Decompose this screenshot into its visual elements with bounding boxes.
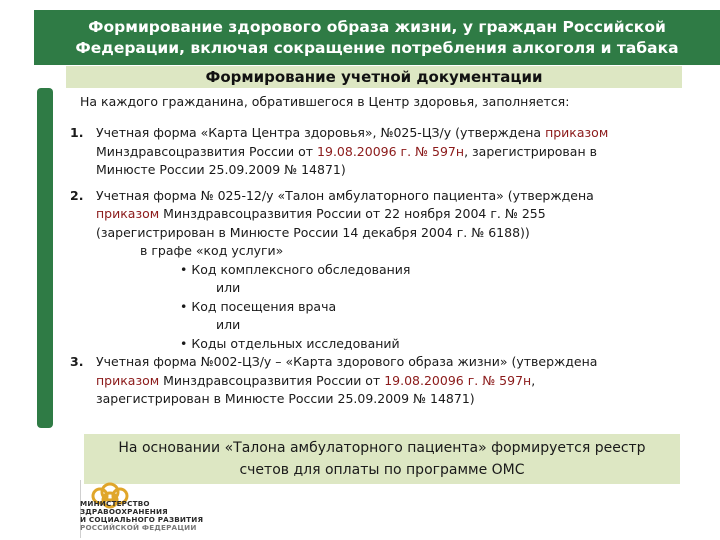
logo-line-4: РОССИЙСКОЙ ФЕДЕРАЦИИ — [80, 523, 197, 532]
item-1-text-a: Учетная форма «Карта Центра здоровья», №025-ЦЗ/у (утверждена — [96, 125, 546, 140]
list-item-text — [96, 353, 690, 409]
item-1-text-e: , зарегистрирован в — [464, 143, 597, 159]
list-number: 1. — [70, 125, 84, 140]
or-separator: или — [216, 280, 241, 295]
item-3-text-a: Учетная форма №002-ЦЗ/у – «Карта здорового образа жизни» (утверждена — [96, 354, 598, 369]
or-separator: или — [216, 317, 241, 332]
ministry-logo-text — [80, 500, 203, 532]
item-2-text-c: Минздравсоцразвития России от 22 ноября 2004 г. № 255 — [159, 206, 546, 221]
service-code-label: в графе «код услуги» — [140, 243, 284, 258]
bullet-doctor-visit: • Код посещения врача — [180, 298, 337, 314]
item-3-order-date: 19.08.20096 г. № 597н — [384, 372, 532, 388]
item-3-text-e: , — [531, 372, 536, 388]
item-1-text-f: Минюсте России 25.09.2009 № 14871) — [96, 162, 346, 177]
list-item-text — [96, 124, 690, 180]
item-1-order-word: приказом — [545, 125, 609, 140]
bullet-separate-studies: • Коды отдельных исследований — [180, 335, 400, 351]
conclusion-line-1: На основании «Талона амбулаторного пациента» формируется реестр — [118, 440, 646, 456]
list-number: 2. — [70, 187, 84, 203]
section-subtitle: Формирование учетной документации — [66, 66, 682, 88]
list-number: 3. — [70, 354, 84, 369]
logo-line-2: ЗДРАВООХРАНЕНИЯ — [80, 507, 168, 516]
intro-text: На каждого гражданина, обратившегося в Центр здоровья, заполняется: — [80, 94, 570, 109]
decorative-side-bar — [37, 88, 53, 428]
item-3-text-c: Минздравсоцразвития России от — [159, 372, 385, 388]
item-3-order-word: приказом — [96, 372, 160, 388]
item-1-text-c: Минздравсоцразвития России от — [96, 143, 318, 159]
item-2-order-word: приказом — [96, 206, 160, 221]
bullet-complex-exam: • Код комплексного обследования — [180, 261, 411, 277]
conclusion-line-2: счетов для оплаты по программе ОМС — [239, 462, 525, 478]
item-1-order-date: 19.08.20096 г. № 597н — [317, 143, 465, 159]
list-item-1 — [70, 124, 690, 180]
slide-title — [34, 10, 720, 65]
item-2-text-d: (зарегистрирован в Минюсте России 14 декабря 2004 г. № 6188)) — [96, 224, 530, 240]
document-list — [70, 124, 690, 409]
list-item-2 — [70, 187, 690, 354]
item-3-text-f: зарегистрирован в Минюсте России 25.09.2009 № 14871) — [96, 391, 475, 406]
item-2-text-a: Учетная форма № 025-12/у «Талон амбулаторного пациента» (утверждена — [96, 187, 594, 203]
slide-title-line-2: Федерации, включая сокращение потребления алкоголя и табака — [75, 38, 679, 57]
conclusion-box — [84, 434, 680, 484]
list-item-3 — [70, 353, 690, 409]
list-item-text — [96, 187, 690, 243]
logo-line-1: МИНИСТЕРСТВО — [80, 499, 150, 508]
slide-title-line-1: Формирование здорового образа жизни, у граждан Российской — [88, 17, 666, 36]
logo-line-3: И СОЦИАЛЬНОГО РАЗВИТИЯ — [80, 515, 204, 524]
